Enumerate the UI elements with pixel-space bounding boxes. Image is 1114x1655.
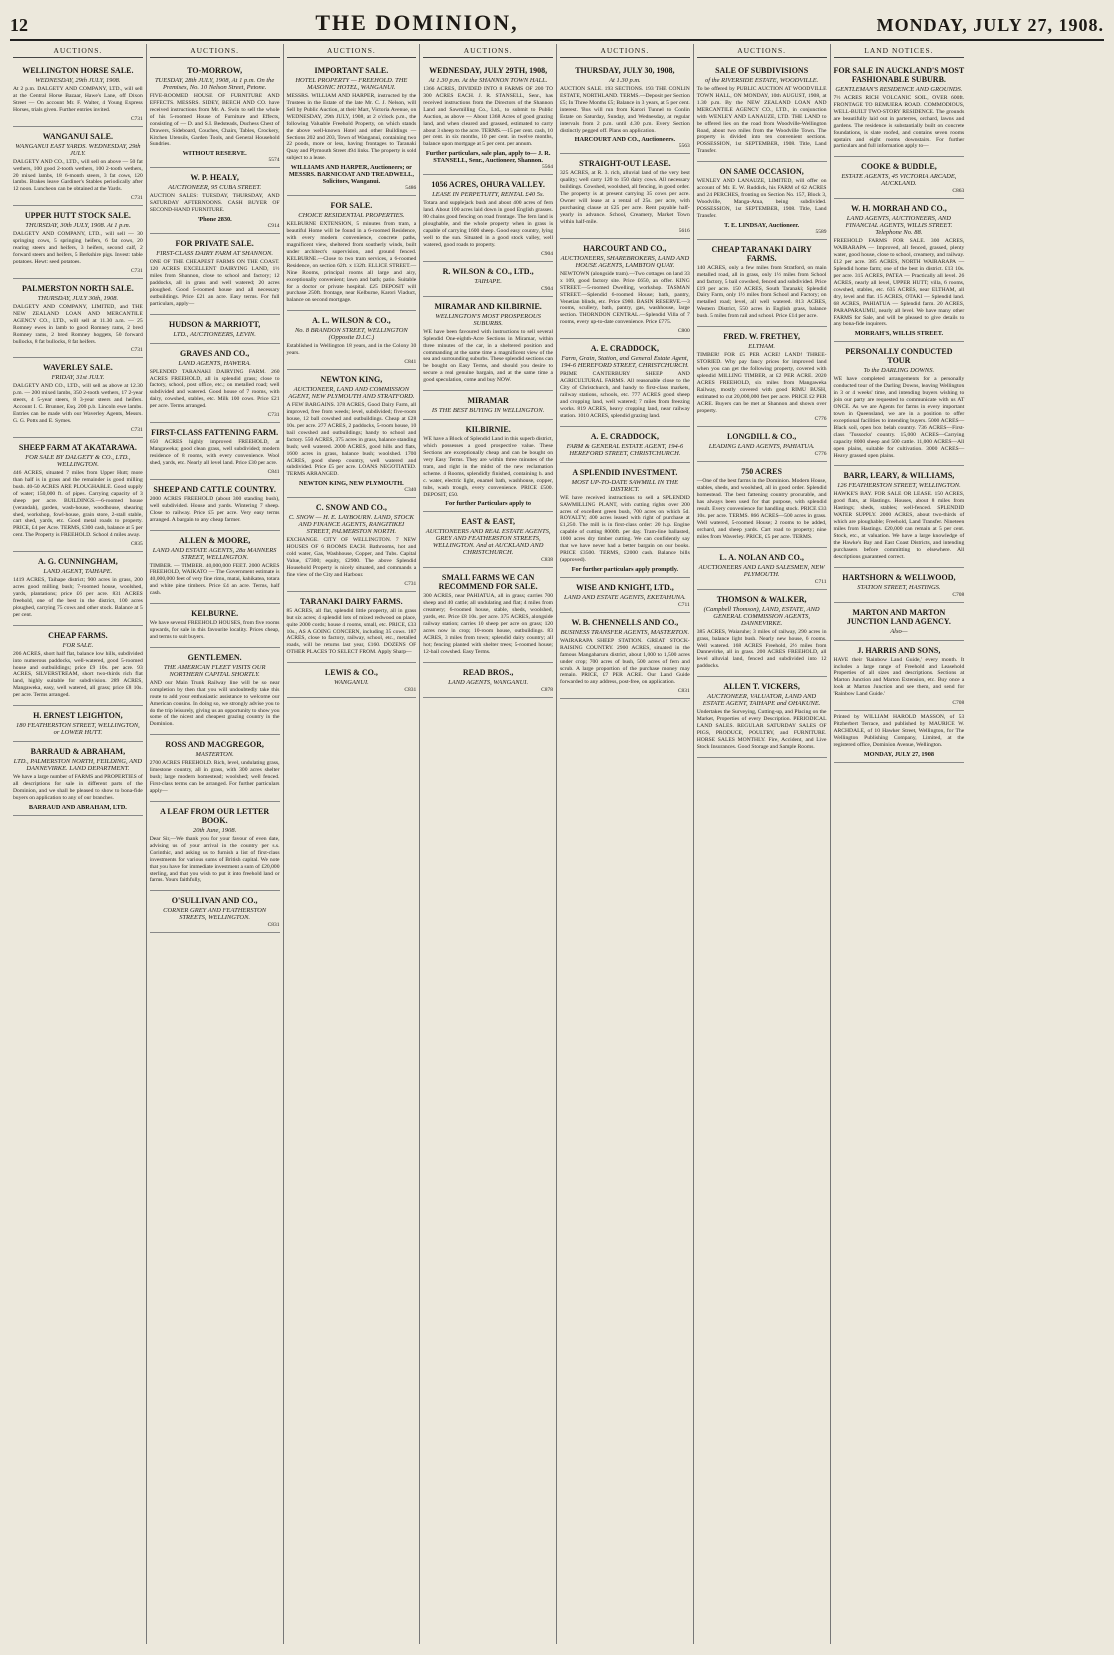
ad-title: A. E. CRADDOCK,	[590, 344, 659, 354]
ad-body: 140 ACRES, only a few miles from Stratford, on main metalled road, all in grass, only 1½ miles from School and factory, 5 bail cowshed, fenced and subdivided. Price £19 per acre. 150 ACRES, South Taranaki; Splendid Dairy Farm, only 1½ miles from School and Factory; on metalled road; level, all well watered. 813 ACRES, Western District, 550 acres in English grass, balance bush. 5 miles from rail and school. Price £14 per acre.	[696, 264, 827, 320]
ad-title: NEWTON KING,	[320, 375, 383, 385]
ad-subtitle: ELTHAM.	[748, 343, 776, 351]
advertisement	[834, 466, 965, 567]
advertisement	[13, 61, 143, 127]
ad-signature: 'Phone 2830.	[197, 216, 232, 224]
page-number: 12	[10, 15, 28, 35]
ad-code: C914	[267, 223, 280, 230]
ad-body: —One of the best farms in the Dominion. Modern House, stables, sheds, and woolshed, all in good order. Splendid homestead. The best fattening country procurable, and has always been used for that purpose, with splendid result. Every convenience for handling stock. PRICE £33 10s. per acre. TERMS. 866 ACRES—500 acres in grass. Well watered, 5-roomed House; 2 rooms to be added, orchard, and sheep yards. Cart road to property; nine miles from Waverley. PRICE, £5 per acre. TERMS.	[696, 478, 827, 540]
advertisement	[423, 420, 553, 512]
ad-subtitle: LAND AND ESTATE AGENTS, EKETAHUNA.	[564, 593, 686, 601]
ad-body: We have several FREEHOLD HOUSES, from five rooms upwards, for sale in this favourite locality. Prices cheap, and terms to suit buyers.	[149, 620, 280, 640]
column-6	[694, 44, 831, 1644]
issue-date: MONDAY, JULY 27, 1908.	[876, 15, 1104, 35]
ad-body: A FEW BARGAINS. 378 ACRES, Good Dairy Farm, all improved, free from weeds; level, subdivided; five-room house, 12 ball cowshed and outbuildings. Cheap at £28 10s. per acre. 277 ACRES, 2 paddocks, 5-room house, 10 bail cowshed and outbuildings; handy to school and factory. 550 ACRES, 375 acres in grass, balance standing bush; well watered. 2000 ACRES, good hills and flats, 1600 acres in grass, balance bush; woolshed. 1700 ACRES, good sheep country, well watered and subdivided. Price £5 per acre. LOANS NEGOTIATED. TERMS ARRANGED.	[286, 402, 417, 478]
ad-title: IMPORTANT SALE.	[314, 66, 389, 75]
ad-body: 206 ACRES, short half flat, balance low hills, subdivided into numerous paddocks, well-watered, good 5-roomed house and outbuildings; price £9 10s. per acre. 93 ACRES, SILVERSTREAM, short two-thirds rich flat land, highly suitable for subdivision. 289 ACRES, Mangaweka, easy, well watered, all grass; price £8 10s. per acre. Terms arranged.	[13, 650, 143, 699]
ad-title: PERSONALLY CONDUCTED TOUR	[845, 347, 953, 366]
ad-signature: WILLIAMS AND HARPER, Auctioneers; or MESSRS. BARNICOAT AND TREADWELL, Solicitors, Wanganui.	[288, 164, 414, 186]
ad-title: WELLINGTON HORSE SALE.	[22, 66, 134, 75]
ad-code: C776	[814, 416, 827, 423]
ad-subtitle: 180 FEATHERSTON STREET, WELLINGTON, or LOWER HUTT.	[15, 722, 140, 737]
ad-code: C800	[677, 328, 690, 335]
ad-signature: BARRAUD AND ABRAHAM, LTD.	[28, 803, 127, 811]
column-header: AUCTIONS.	[697, 44, 827, 58]
ad-body: To be offered by PUBLIC AUCTION AT WOODVILLE TOWN HALL, ON MONDAY, 10th AUGUST, 1908, at 1.30 p.m. By the NEW ZEALAND LOAN AND MERCANTILE AGENCY CO., LTD., in conjunction with WENLEY AND LANAUZE, LTD. THE LAND to be offered lies on the road from Woodville-Wellington Road, about two miles from the Woodville Town. The property is divided into ten convenient sections. POSSESSION, 1st SEPTEMBER, 1908. Title, Land Transfer.	[696, 86, 827, 155]
ad-body: HAVE their 'Rainbow Land Guide,' every month. It includes a large range of Freehold and Leasehold Properties of all sizes and descriptions. Sections at Marton Junction and Marton Extension, etc. Buy once a look at Marton Junction and see them, and send for 'Rainbow Land Guide.'	[833, 656, 965, 698]
ad-body: DALGETY AND CO., LTD., will sell as above at 12.30 p.m. — 200 mixed lambs, 350 2-tooth wethers, 17 2-year steers, 4 5-year steers, 8 3-year steers and heifers. Account I. C. Brunner, Esq. 200 p.b. Lincoln ewe lambs. Entries can be made with our Waverley Agents, Messrs. G. G. Potts and E. Symes.	[13, 383, 143, 425]
ad-body: HAWKE'S BAY. FOR SALE OR LEASE. 150 ACRES, good flats, at Hastings. Houses, about 8 miles from Hastings; sheds, stables; well-fenced. SPLENDID WATER SUPPLY. 2000 ACRES, about two-thirds of which are ploughable; Freehold, Land Transfer. Nineteen miles from Hastings. £20,000 can remain at 5 per cent. Stock, etc., at valuation. We have a large knowledge of the Hawke's Bay and East Coast Districts, and intending purchasers before committing to elsewhere. All descriptions guaranteed correct.	[833, 491, 965, 560]
advertisement	[150, 480, 280, 531]
ad-subtitle: AUCTIONEER, 95 CUBA STREET.	[168, 184, 262, 192]
ad-code: C340	[404, 487, 417, 494]
advertisement	[150, 423, 280, 480]
advertisement	[13, 127, 143, 207]
ad-title: KILBIRNIE.	[465, 425, 511, 435]
ad-subtitle: MOST UP-TO-DATE SAWMILL IN THE DISTRICT.	[571, 478, 679, 493]
ad-title: THOMSON & WALKER,	[716, 594, 807, 604]
advertisement	[697, 61, 827, 162]
ad-code: C711	[678, 601, 690, 608]
ad-title: FIRST-CLASS FATTENING FARM.	[151, 428, 279, 438]
ad-body: We have a large number of FARMS and PROPERTIES of all descriptions for sale in different parts of the Dominion, and we shall be pleased to show to bona-fide buyers on application to any of our branches.	[13, 774, 143, 801]
ad-title: SALE OF SUBDIVISIONS	[715, 66, 809, 75]
ad-code: C731	[130, 195, 143, 202]
ad-body: 300 ACRES, near PAHIATUA, all in grass; carries 700 sheep and 40 cattle; all undulating and flat; 4 miles from creamery; 6-roomed house, stable, sheds, woolshed, yards, etc. Price £8 10s. per acre. 375 ACRES, alongside railway station; carries 10 sheep per acre on grass; 120 acres now in crop; 10-room house, outbuildings. 83 ACRES, 3 miles from town; splendid dairy country; all hot; fencing planted with shelter trees; 5-roomed house; 12-bail cowshed. Easy Terms.	[423, 593, 553, 655]
ad-body: MESSRS. WILLIAM AND HARPER, instructed by the Trustees in the Estate of the late Mr. C. J. Nelson, will Sell by Public Auction, at their Mart, Victoria Avenue, on WEDNESDAY, 29th JULY, 1908, at 2 o'clock p.m., the following Valuable Freehold Property, on which stands the above well-known Hotel and other Buildings — Sections 202 and 203, Town of Wanganui, containing two 22 poods, more or less, having frontages to Taranaki Quay and Plymouth Street 494 links. The property is sold subject to a lease.	[286, 93, 417, 162]
advertisement	[423, 391, 553, 420]
advertisement	[834, 603, 965, 641]
ad-title: WAVERLEY SALE.	[42, 363, 113, 373]
advertisement	[697, 327, 827, 427]
advertisement	[150, 648, 280, 735]
advertisement	[150, 168, 280, 234]
advertisement	[560, 61, 690, 154]
ad-title: HARCOURT AND CO.,	[583, 243, 667, 253]
ad-signature: NEWTON KING, NEW PLYMOUTH.	[299, 480, 404, 488]
ad-body: 2000 ACRES FREEHOLD (about 300 standing bush), well subdivided. House and yards. Wintering 7 sheep. Close to railway. Price £5 per acre. Very easy terms arranged. A bargain to any cheap farmer.	[149, 495, 280, 523]
ad-title: TO-MORROW,	[187, 66, 243, 75]
ad-signature: WITHOUT RESERVE.	[182, 150, 247, 158]
ad-body: TIMBER. — TIMBER. 40,000,000 FEET. 2000 ACRES FREEHOLD, WAIKATO — The Government estimate is 40,000,000 feet of very fine rimu, matai, kahikatea, totara and white pine timbers. Price £4 an acre. Terms, half cash.	[149, 562, 280, 597]
ad-body: DALGETY AND CO., LTD., will sell on above — 50 fat wethers, 100 good 2-tooth wethers, 100 2-tooth wethers, 20 mixed lambs, 18 6-month steers, 3 fat cows, 120 lambs. Brakes leave Gardiner's Stables periodically after 12 noon. Luncheon can be obtained at the Yards.	[13, 158, 143, 193]
advertisement	[834, 641, 965, 712]
ad-subtitle: LTD., AUCTIONEERS, LEVIN.	[173, 330, 256, 338]
ad-subtitle: To the DARLING DOWNS.	[863, 367, 935, 375]
ad-title: MIRAMAR AND KILBIRNIE.	[434, 301, 542, 311]
ad-title: ON SAME OCCASION,	[719, 167, 804, 177]
ad-title: O'SULLIVAN AND CO.,	[171, 896, 258, 906]
ad-subtitle: HOTEL PROPERTY — FREEHOLD. THE MASONIC HOTEL, WANGANUI.	[295, 77, 408, 91]
advertisement	[423, 262, 553, 297]
ad-title: A LEAF FROM OUR LETTER BOOK.	[160, 806, 270, 825]
ad-title: W. B. CHENNELLS AND CO.,	[571, 617, 679, 627]
ad-subtitle: GENTLEMAN'S RESIDENCE AND GROUNDS.	[835, 86, 963, 93]
ad-subtitle: TAIHAPE.	[474, 277, 502, 285]
ad-subtitle: C. SNOW — H. E. LAYBOURN. LAND, STOCK AND FINANCE AGENTS, RANGITIKEI STREET, PALMERSTON NORTH.	[288, 514, 414, 536]
ad-code: C863	[952, 188, 965, 195]
ad-body: 2700 ACRES FREEHOLD. Rich, level, undulating grass, limestone country, all in grass, with 300 acres shelter bush; large modern homestead; woolshed; well fenced. First-class terms can be arranged. For further particulars apply—	[149, 760, 280, 795]
advertisement	[13, 206, 143, 279]
ad-code: C731	[404, 580, 417, 587]
ad-title: TARANAKI DAIRY FARMS.	[300, 596, 403, 606]
ad-body: 1366 ACRES, DIVIDED INTO 8 FARMS OF 200 TO 300 ACRES EACH. J. R. STANSELL, Senr., has received instructions from the Directors of the Shannon Land and Sawmilling Co., Ltd., to submit to Public Auction, as above — About 1368 Acres of good grazing land, and when cleared and grassed, estimated to carry about 3 sheep to the acre. TERMS.—15 per cent. cash, 10 per cent. in six months, 10 per cent. in twelve months, balance upon mortgage at 5 per cent. per annum.	[423, 86, 554, 148]
ad-subtitle: BUSINESS TRANSFER AGENTS, MASTERTON.	[560, 628, 690, 636]
ad-code: C708	[952, 700, 965, 707]
ad-body: At 2 p.m. DALGETY AND COMPANY, LTD., will sell at the Central Horse Bazaar, Hawe's Lane, off Dixon Street — On account Mr. F. Walter, 4 Young Express Horses, trials given. Further entries invited.	[13, 86, 143, 113]
ad-code: C776	[814, 451, 827, 458]
advertisement	[560, 613, 690, 699]
ad-subtitle: AUCTIONEERS AND LAND SALESMEN, NEW PLYMOUTH.	[698, 563, 825, 578]
ad-body: 7½ ACRES RICH VOLCANIC SOIL, OVER 600ft. FRONTAGE TO REMUERA ROAD. COMMODIOUS, WELL-BUILT TWO-STORY RESIDENCE. The grounds are beautifully laid out in parterres, orchard, lawns and gardens. The residence is substantially built on concrete foundations, is slate roofed, and contains seven rooms upstairs and eight rooms downstairs. For further particulars and full information apply to—	[833, 95, 965, 150]
advertisement	[834, 342, 965, 466]
ad-body: 1419 ACRES, Taihape district; 900 acres in grass, 200 acres good milling bush; 7-roomed house, woolshed, yards, plantations; price £6 per acre. 831 ACRES freehold, one of the best in the district, 100 acres ploughed, carrying 75 cows and other stock. Balance at 5 per cent.	[13, 577, 143, 618]
advertisement	[834, 199, 965, 342]
ad-body: SPLENDID TARANAKI DAIRYING FARM. 260 ACRES FREEHOLD, all in splendid grass; close to factory, school, post office, etc.; on metalled road; well subdivided and watered. Good house of 7 rooms, with dairy, cowshed, stables, etc. Milk 100 cows. Price £21 per acre. Terms arranged.	[149, 368, 280, 410]
ad-subtitle: THE AMERICAN FLEET VISITS OUR NORTHERN CAPITAL SHORTLY.	[163, 663, 266, 678]
ad-code: C904	[541, 285, 553, 292]
ad-title: HUDSON & MARRIOTT,	[169, 319, 261, 329]
ad-title: A SPLENDID INVESTMENT.	[572, 467, 678, 477]
ad-code: C835	[130, 541, 143, 548]
ad-body: WE have been favoured with instructions to sell several Splendid One-eighth-Acre Sections in Miramar, within three minutes of the car, in a sheltered position and commanding at the same time a magnificent view of the sea and surrounding suburbs. These splendid sections can be bought on Easy Terms, and should you desire to secure a real genuine bargain, and at the same time a good speculation, come and buy NOW.	[423, 328, 553, 384]
ad-signature: MORRAH'S, WILLIS STREET.	[854, 330, 944, 338]
advertisement	[13, 358, 143, 438]
ad-code: C711	[814, 578, 827, 585]
advertisement	[560, 239, 690, 339]
ad-title: STRAIGHT-OUT LEASE.	[579, 159, 671, 169]
advertisement	[423, 297, 553, 391]
ad-body: AUCTION SALES: TUESDAY, THURSDAY, AND SATURDAY AFTERNOONS. CASH BUYER OF SECOND-HAND FURNITURE.	[149, 193, 280, 214]
ad-title: FOR SALE IN AUCKLAND'S MOST FASHIONABLE SUBURB.	[833, 66, 965, 84]
advertisement	[560, 578, 690, 613]
advertisement	[697, 462, 827, 547]
ad-code: C831	[267, 922, 280, 929]
ad-subtitle: FARM & GENERAL ESTATE AGENT, 194-6 HEREFORD STREET, CHRISTCHURCH.	[566, 442, 684, 457]
ad-subtitle: WANGANUI.	[333, 679, 369, 687]
ad-body: 650 ACRES highly improved FREEHOLD, at Mangaweka; good clean grass, well subdivided; modern residence of 8 rooms, with every convenience. Wool shed, yards, etc. Nearly all level land. Price £30 per acre.	[149, 439, 280, 466]
ad-subtitle: AUCTIONEER, LAND AND COMMISSION AGENT, NEW PLYMOUTH AND STRATFORD.	[288, 386, 415, 401]
ad-subtitle: FOR SALE.	[62, 641, 94, 649]
ad-subtitle: Farm, Grain, Station, and General Estate Agent, 194-6 HEREFORD STREET, CHRISTCHURCH.	[560, 355, 689, 370]
ad-title: SMALL FARMS WE CAN RECOMMEND FOR SALE.	[438, 573, 538, 592]
ad-subtitle: LAND AGENT, TAIHAPE.	[43, 568, 113, 576]
ad-body: WENLEY AND LANAUZE, LIMITED, will offer on account of Mr. E. W. Ruddick, his FARM of 62 ACRES and 24 PERCHES, fronting on Section No. 157, Block 3, Woodville, Manga-Atua, being subdivided. POSSESSION, 1st SEPTEMBER, 1908. Title, Land Transfer.	[696, 178, 827, 219]
ad-subtitle: LTD., PALMERSTON NORTH, FEILDING, AND DANNEVIRKE. LAND DEPARTMENT.	[13, 758, 143, 773]
ad-code: C731	[130, 267, 143, 274]
ad-code: C731	[130, 347, 143, 354]
ad-code: 5616	[678, 227, 690, 234]
advertisement	[697, 590, 827, 678]
ad-code: C878	[541, 686, 553, 693]
advertisement	[697, 240, 827, 327]
advertisement	[287, 196, 417, 311]
advertisement	[834, 61, 965, 157]
advertisement	[13, 438, 143, 552]
column-5	[557, 44, 694, 1644]
advertisement	[697, 677, 827, 758]
ad-title: SHEEP AND CATTLE COUNTRY.	[153, 484, 276, 494]
ad-title: BARRAUD & ABRAHAM,	[30, 747, 126, 757]
ad-title: C. SNOW AND CO.,	[315, 503, 387, 513]
column-3	[284, 44, 421, 1644]
ad-title: A. E. CRADDOCK,	[590, 431, 659, 441]
ad-body: DALGETY AND COMPANY, LIMITED, and THE NEW ZEALAND LOAN AND MERCANTILE AGENCY CO., LTD., will sell at 11.30 a.m. — 25 Romney ewes in lamb to good Romney rams, 2 bred Romney rams, 2 bred Romney hoggets, 50 forward bullocks, 8 fat bullocks, 8 fat heifers.	[13, 303, 143, 345]
advertisement	[150, 604, 280, 648]
column-header: AUCTIONS.	[560, 44, 690, 58]
ad-title: MARTON AND MARTON JUNCTION LAND AGENCY.	[846, 607, 951, 626]
advertisement	[150, 802, 280, 891]
ad-code: 5563	[678, 143, 690, 150]
advertisement	[150, 891, 280, 933]
column-7	[831, 44, 968, 1644]
ad-body: FIVE-ROOMED HOUSE OF FURNITURE AND EFFECTS. MESSRS. SIDEY, BEECH AND CO. have received instructions from Mr. A. Swin to sell the whole of his 5-roomed House of Furniture and Effects, consisting of — D. and S.I. Bedsteads, Duchess Chest of Drawers, Sideboard, Couches, Chairs, Tables, Crockery, Kitchen Utensils, Garden Tools, and General Household Sundries.	[149, 93, 280, 148]
ad-subtitle: At 1.30 p.m. At the SHANNON TOWN HALL.	[428, 77, 548, 84]
advertisement	[150, 234, 280, 314]
ad-subtitle: LEASE IN PERPETUITY, RENTAL £40 5s.	[432, 191, 545, 199]
ad-title: ALLEN T. VICKERS,	[723, 682, 800, 692]
ad-subtitle: TUESDAY, 28th JULY, 1908, At 1 p.m. On the Premises, No. 10 Nelson Street, Petone.	[154, 77, 275, 91]
ad-subtitle: 126 FEATHERSTON STREET, WELLINGTON.	[836, 482, 961, 490]
ad-body: Undertakes the Surveying, Cutting-up, and Placing on the Market, Properties of every Description. PERIODICAL LAND SALES. REGULAR SATURDAY SALES OF PIGS, PRODUCE, POULTRY, and FURNITURE. HORSE SALES MONTHLY. Fire, Accident, and Live Stock Insurances. Good Storage and Sample Rooms.	[696, 709, 827, 750]
ad-subtitle: MASTERTON.	[195, 751, 234, 759]
ad-body: DALGETY AND COMPANY, LTD., will sell — 30 springing cows, 5 springing heifers, 6 fat cows, 20 rearing steers and heifers, 3 heifers, second calf, 2 forward steers and heifers, 5 Berkshire pigs. Invest: table potatoes. Hewt: seed potatoes.	[13, 231, 143, 265]
ad-title: 1056 ACRES, OHURA VALLEY.	[431, 180, 545, 190]
ad-subtitle: FOR SALE BY DALGETY & CO., LTD., WELLINGTON.	[25, 453, 131, 468]
advertisement	[13, 279, 143, 359]
ad-subtitle: LAND AGENTS, WANGANUI.	[448, 678, 529, 686]
ad-subtitle: STATION STREET, HASTINGS.	[857, 583, 941, 591]
ad-body: AUCTION SALE. 193 SECTIONS. 193 THE CONLIN ESTATE, NORTHLAND. TERMS.—Deposit per Section £5; In Three Months £5; Balance in 3 years, at 5 per cent. interest. 'Bus will run from Karori Tunnel to Conlin Estate on Saturday, Sunday, and Wednesday, at regular intervals from 2 p.m. until 4.30 p.m. Every Section distinctly pegged off. Plans on application.	[560, 86, 690, 134]
ad-code: C731	[130, 426, 143, 433]
ad-title: R. WILSON & CO., LTD.,	[442, 266, 534, 276]
ad-subtitle: CORNER GREY AND FEATHERSTON STREETS, WELLINGTON.	[163, 907, 267, 922]
ad-body: Totara and supplejack bush and about 400 acres of fern land. About 100 acres laid down in good English grasses. 80 chains good fencing on road frontage. The fern land is ploughable, and the whole property when in grass is capable of carrying 1600 sheep. Good easy country, lying well to the sun. Situated in a good stock valley, well watered, good roads to property.	[423, 200, 553, 248]
ad-subtitle: AUCTIONEERS AND REAL ESTATE AGENTS, GREY AND FEATHERSTON STREETS, WELLINGTON. And at AUCKLAND AND CHRISTCHURCH.	[425, 528, 551, 557]
ad-title: SHEEP FARM AT AKATARAWA.	[18, 442, 137, 452]
advertisement	[697, 427, 827, 462]
ad-title: GENTLEMEN.	[187, 652, 242, 662]
advertisement	[834, 157, 965, 199]
ad-title: READ BROS.,	[462, 667, 514, 677]
ad-title: BARR, LEARY, & WILLIAMS,	[843, 471, 955, 481]
ad-body: 446 ACRES, situated 7 miles from Upper Hutt; more than half is in grass and the remainder is good milling bush. 40-50 ACRES ARE PLOUGHABLE. Good supply of water; 150,000 ft. of pipes. Carrying capacity of 3 sheep per acre. BUILDINGS.—6-roomed house (verandah), garden, wash-house, woodhouse, shearing shed, workshop, fowl-house, grain store, 2-stall stable, cart shed, yards, etc. Good metal roads to property. PRICE, £4 per Acre. TERMS, £300 cash, balance at 5 per cent. The Property is FREEHOLD. School 4 miles away.	[13, 469, 143, 539]
advertisement	[13, 742, 143, 816]
advertisement	[287, 498, 417, 592]
ad-title: ROSS AND MACGREGOR,	[165, 740, 264, 750]
ad-code: C731	[130, 115, 143, 122]
ad-title: WEDNESDAY, JULY 29TH, 1908,	[429, 66, 548, 75]
ad-title: CHEAP FARMS.	[48, 630, 108, 640]
advertisement	[287, 61, 417, 196]
ad-title: ALLEN & MOORE,	[178, 535, 251, 545]
ad-code: C841	[404, 359, 417, 366]
column-1	[10, 44, 147, 1644]
ad-body: NEWTOWN (alongside tram).—Two cottages on land 33 x 109, good factory site. Price £650, an offer. KING STREET.—5-roomed Dwelling, workshop. TASMAN STREET.—Splendid 6-roomed House; bath, pantry, Venetian blinds, etc. Price £980. BASIN RESERVE.—3 rooms, scullery, bath, pantry, gas, washhouse, large section. THORNDON CENTRAL.—Splendid Villa of 7 rooms, every up-to-date convenience. Price £775.	[560, 270, 690, 326]
ad-signature: For further Particulars apply to	[445, 500, 532, 508]
ad-title: J. HARRIS AND SONS,	[857, 645, 941, 655]
ad-subtitle: of the RIVERSIDE ESTATE, WOODVILLE.	[704, 77, 819, 84]
ad-subtitle: (Campbell Thomson), LAND, ESTATE, AND GENERAL COMMISSION AGENTS, DANNEVIRKE.	[703, 605, 820, 627]
ad-title: FOR SALE.	[330, 201, 373, 211]
ad-body: WE have completed arrangements for a personally conducted tour of the Darling Downs, leaving Wellington in 3 or 4 weeks' time, and intending buyers wishing to join our party are requested to communicate with us AT ONCE. As we are Agents for farms in every important town in Queensland, we are in a position to offer exceptional facilities to intending buyers. 5000 ACRES—Black soil, open box belah country. 736 ACRES—First-class 'Tussocks' country. 15,000 ACRES—Carrying capacity 8000 sheep and 500 cattle. 11,000 ACRES—All open plains, suitable for cultivation. 3000 ACRES—Heavy grassed open plains.	[833, 376, 965, 459]
ad-subtitle: AUCTIONEERS, SHAREBROKERS, LAND AND HOUSE AGENTS, LAMBTON QUAY.	[560, 254, 690, 269]
ad-subtitle: 20th June, 1908.	[192, 826, 237, 834]
ad-subtitle: LEADING LAND AGENTS, PAHIATUA.	[708, 443, 815, 451]
advertisement	[423, 175, 553, 261]
ad-body: Dear Sir,—We thank you for your favour of even date, advising us of your arrival in the country per s.s. Corinthic, and asking us to furnish a list of first-class investments for various sums of British capital. We note that you have for immediate investment a sum of £20,000 sterling, and that you wish to put it into freehold land or farms. Yours faithfully,	[149, 835, 280, 884]
advertisement	[287, 663, 417, 698]
ad-title: MIRAMAR	[467, 396, 509, 406]
ad-subtitle: At 1.30 p.m.	[609, 77, 641, 84]
ad-title: H. ERNEST LEIGHTON,	[33, 711, 123, 721]
ad-title: CHEAP TARANAKI DAIRY FARMS.	[711, 244, 812, 263]
advertisement	[13, 552, 143, 626]
advertisement	[423, 512, 553, 568]
ad-code: C708	[952, 591, 965, 598]
ad-subtitle: LAND AGENTS, HAWERA.	[178, 359, 251, 367]
advertisement	[834, 568, 965, 603]
ad-title: UPPER HUTT STOCK SALE.	[24, 211, 131, 221]
ad-signature: T. E. LINDSAY, Auctioneer.	[724, 221, 800, 229]
ad-subtitle: AUCTIONEER, VALUATOR, LAND AND ESTATE AGENT, TAIHAPE and OHAKUNE.	[702, 693, 821, 708]
column-header: LAND NOTICES.	[834, 44, 965, 58]
ad-subtitle: THURSDAY, JULY 30th, 1908.	[37, 294, 119, 302]
advertisement	[13, 626, 143, 706]
ad-body: 385 ACRES, Waiaruhe; 3 miles of railway, 290 acres in grass, balance light bush. Nearly new house, 6 rooms. Well watered. 168 ACRES Freehold, 2½ miles from Dannevirke, all in grass. 200 ACRES FREEHOLD, all level alluvial land, fenced and subdivided into 12 paddocks.	[696, 628, 827, 670]
ad-code: C904	[541, 250, 553, 257]
ad-title: PALMERSTON NORTH SALE.	[22, 283, 134, 293]
column-2	[147, 44, 284, 1644]
advertisement	[697, 162, 827, 240]
ad-body: WAIRARAPA SHEEP STATION. GREAT STOCK-RAISING COUNTRY. 2900 ACRES, situated in the famous Mangaharuru district, about 1,000 to 1,500 acres under crop; 700 acres of bush, 500 acres of fern and scrub. A large proportion of the purchase money may remain. PRICE, £7 PER ACRE. Our Land Guide forwarded to any address, post-free, on application.	[560, 637, 690, 686]
advertisement	[423, 61, 553, 175]
ad-title: W. H. MORRAH AND CO.,	[851, 204, 947, 214]
ad-subtitle: IS THE BEST BUYING IN WELLINGTON.	[431, 407, 545, 415]
ad-subtitle: LAND AND ESTATE AGENTS, 28a MANNERS STREET, WELLINGTON.	[152, 546, 277, 561]
advertisement	[150, 61, 280, 168]
advertisement	[560, 339, 690, 426]
ad-subtitle: CHOICE RESIDENTIAL PROPERTIES.	[298, 212, 405, 220]
ad-body: EXCHANGE. CITY OF WELLINGTON. 7 NEW HOUSES OF 6 ROOMS EACH. Bathrooms, hot and cold water, Gas, Washhouse, Copper, and Tubs. Capital Value, £7300; equity, £2900. The above Splendid Household Property is nicely situated, and commands a fine view of the City and Harbour.	[286, 537, 417, 578]
column-header: AUCTIONS.	[13, 44, 143, 58]
ad-title: FRED. W. FRETHEY,	[723, 332, 801, 342]
ad-title: A. G. CUNNINGHAM,	[37, 557, 118, 567]
ad-title: LEWIS & CO.,	[324, 668, 378, 678]
ad-body: KELBURNE EXTENSION, 5 minutes from tram, a beautiful Home will be found in a 6-roomed Residence, with every modern convenience, concrete paths, magnificent view, sheltered from southerly winds, built under architect's supervision, and ground fenced. KELBURNE.—Close to two tram services, a 6-roomed Residence, on section 62ft. x 132ft. ELLICE STREET.—Nine Rooms, principal rooms all large and airy, exceptionally convenient; lawn and bath; patio. Suitable for a doctor or private hospital. £25 DEPOSIT will purchase 250ft. frontage, near Kelburne, Karori Viaduct, balance on second mortgage.	[286, 221, 417, 304]
advertisement	[287, 370, 417, 498]
imprint-text: Printed by WILLIAM HAROLD MASSON, of 53 Pitzherbert Terrace, and published by MAURICE W. ARCHDALE, of 10 Hawker Street, Wellington, for The Wellington Publishing Company, Limited, at the registered office, Dominion Avenue, Wellington.	[833, 714, 965, 748]
ad-subtitle: No. 8 BRANDON STREET, WELLINGTON (Opposite D.I.C.)	[294, 327, 408, 342]
column-header: AUCTIONS.	[150, 44, 280, 58]
ad-title: THURSDAY, JULY 30, 1908,	[575, 66, 675, 75]
paper-name: THE DOMINION,	[315, 10, 519, 35]
ad-title: 750 ACRES	[741, 467, 782, 477]
ad-body: TIMBER! FOR £5 PER ACRE! LAND! THREE-STORIED. Why pay fancy prices for improved land when you can get the following property, covered with splendid MILLING TIMBER, at £2 PER ACRE. 2020 ACRES FREEHOLD, six miles from Mangaweka Railway, mostly covered with good RIMU BUSH, estimated to cut 20,000,000 feet per acre. PRICE £2 PER ACRE. Buyers can be met at Shannon and shown over property.	[696, 352, 827, 414]
advertisement	[560, 427, 690, 463]
advertisement	[150, 735, 280, 802]
ad-code: C841	[267, 468, 280, 475]
advertisement	[560, 154, 690, 238]
ad-body: ONE OF THE CHEAPEST FARMS ON THE COAST. 120 ACRES EXCELLENT DAIRYING LAND, 1½ miles from Shannon, close to school and factory; 12 paddocks, all in grass and well watered; 20 acres ploughed. Good 5-roomed house and all necessary outbuildings. Price £21 an acre. Easy terms. For full particulars, apply—	[149, 259, 280, 307]
advertisement	[423, 663, 553, 698]
ad-title: KELBURNE.	[191, 609, 239, 619]
ad-title: FOR PRIVATE SALE.	[175, 239, 254, 249]
ad-subtitle: FIRST-CLASS DAIRY FARM AT SHANNON.	[156, 250, 273, 258]
column-header: AUCTIONS.	[287, 44, 417, 58]
ad-signature: For further particulars apply promptly.	[571, 565, 679, 573]
advertisement	[150, 344, 280, 424]
ad-title: GRAVES AND CO.,	[180, 348, 250, 358]
advertisement	[560, 463, 690, 578]
ad-body: WE have a Block of Splendid Land in this superb district, which possesses a good prospective value. These Sections are exceptionally cheap and can be bought on very Easy Terms. They are within three minutes of the tram, and right in the midst of the new reclamation scheme. 4 Rooms, splendidly finished, containing h. and c. water, electric light, enamel bath, washhouse, copper, tubs, wash trough, every convenience. PRICE £500. DEPOSIT, £50.	[423, 436, 553, 498]
ad-subtitle: WEDNESDAY, 29th JULY, 1908.	[35, 77, 121, 84]
advertisement	[150, 315, 280, 344]
ad-subtitle: LAND AGENTS, AUCTIONEERS, AND FINANCIAL AGENTS, WILLIS STREET. Telephone No. 88.	[845, 215, 953, 237]
column-container	[10, 44, 1104, 1644]
ad-code: 5564	[542, 164, 553, 171]
imprint-date: MONDAY, JULY 27, 1908	[863, 750, 935, 758]
ad-title: L. A. NOLAN AND CO.,	[719, 552, 804, 562]
ad-code: C831	[677, 688, 690, 695]
ad-body: PRIME CANTERBURY SHEEP AND AGRICULTURAL FARMS. All reasonable close to the City of Christchurch, and handy to first-class markets, railway stations, schools, etc. 777 ACRES good sheep and cropping land, well watered; 7 miles from freezing works. 819 ACRES, heavy cropping land, near railway station. 1010 ACRES, splendid grazing land.	[560, 371, 690, 419]
ad-title: LONGDILL & CO.,	[726, 432, 797, 442]
advertisement	[287, 592, 417, 663]
ad-title: A. L. WILSON & CO.,	[312, 316, 391, 326]
ad-subtitle: WANGANUI EAST YARDS. WEDNESDAY, 29th JULY.	[15, 142, 141, 157]
ad-title: HARTSHORN & WELLWOOD,	[842, 572, 956, 582]
ad-title: W. P. HEALY,	[190, 173, 239, 183]
ad-body: AND our Main Trunk Railway line will be so near completion by then that you will undoubtedly take this route to add your enthusiastic assistance to welcome our American cousins. In doing so, we strongly advise you to do the trip leisurely, giving us an opportunity to show you some of the nicest and cheapest grazing country in the Dominion.	[149, 679, 280, 728]
ad-body: 325 ACRES, at R. 3. rich, alluvial land of the very best quality; well carry 120 to 150 dairy cows. All necessary buildings. Cowshed, woolshed, all fencing, in good order. The property is at present carrying 35 cows per acre. Owner will lease at a rental of 25s. per acre, with purchasing clause at £25 per acre. Rent payable half-yearly in advance. School, Creamery, Market Town within half-mile.	[560, 170, 690, 225]
ad-signature: HARCOURT AND CO., Auctioneers.	[574, 136, 676, 144]
ad-title: WANGANUI SALE.	[42, 131, 113, 141]
ad-body: FREEHOLD FARMS FOR SALE. 300 ACRES, WAIRARAPA — Improved, all fenced, grassed, plenty water, good house, close to school, creamery, and railway. £12 per acre. 385 ACRES, NORTH WAIRARAPA — Splendid home farm; one of the best in district. £13 10s. per acre. 315 ACRES, PATEA — Practically all level. 26 ACRES, nearly all level, UPPER HUTT; villa, 6 rooms, cowshed, stables, etc. 635 ACRES, near ELTHAM, all dry, level and flat. 15 ACRES, OTAKI — Splendid land. 68 ACRES, PAHIATUA — Splendid farm. 20 ACRES, PARAPARAUMU, nearly all level. We have many other FARMS for Sale, and will be pleased to give details to any bona-fide inquirers.	[833, 238, 965, 328]
ad-body: Established in Wellington 18 years, and in the Colony 30 years.	[286, 343, 417, 357]
ad-subtitle: WELLINGTON'S MOST PROSPEROUS SUBURBS.	[435, 312, 541, 327]
ad-subtitle: ESTATE AGENTS, 45 VICTORIA ARCADE, AUCKLAND.	[841, 173, 957, 188]
advertisement	[423, 568, 553, 662]
ad-subtitle: Also—	[890, 627, 908, 635]
ad-signature: Further particulars, sale plan, apply to— J. R. STANSELL, Senr., Auctioneer, Shannon.	[425, 150, 551, 165]
ad-code: 5589	[815, 228, 827, 235]
masthead	[10, 6, 1104, 41]
ad-subtitle: THURSDAY, 30th JULY, 1908. At 1 p.m.	[25, 222, 131, 230]
advertisement	[150, 531, 280, 605]
ad-code: C731	[267, 412, 280, 419]
advertisement	[13, 706, 143, 742]
ad-title: WISE AND KNIGHT, LTD.,	[575, 582, 674, 592]
advertisement	[287, 311, 417, 370]
imprint	[834, 711, 965, 763]
ad-subtitle: FRIDAY, 31st JULY.	[51, 374, 105, 382]
ad-code: C831	[404, 687, 417, 694]
ad-body: 85 ACRES, all flat, splendid little property, all in grass but six acres; 4 splendid lots of mixed redwood on place, quite 2000 cords; house 4 rooms, small, etc. PRICE, £33 10s., AS A GOING CONCERN, including 35 cows. 187 ACRES, close to factory, railway, school, etc., metalled roads, will be returns last year, £160. DOZENS OF OTHER PLACES TO SELECT FROM. Apply Sharp—	[286, 607, 417, 656]
column-header: AUCTIONS.	[423, 44, 553, 58]
column-4	[420, 44, 557, 1644]
ad-body: WE have received instructions to sell a SPLENDID SAWMILLING PLANT, with cutting rights over 200 acres of excellent green bush, 700 acres on which 5d. ROYALTY; 400 acres leased with right of purchase at £1,250. The mill is in first-class order: 20 h.p. Engine capable of cutting 8000ft. per day. Tram-line ballasted, 1000 acres dry timber cutting. We can confidently say that we have never had a better bargain on our books. PRICE £3500. TERMS, £2000 cash. Balance bills (approved).	[560, 494, 690, 563]
advertisement	[697, 548, 827, 590]
ad-code: C838	[541, 557, 553, 564]
ad-code: 5574	[268, 157, 280, 164]
ad-title: COOKE & BUDDLE,	[860, 162, 937, 172]
ad-title: EAST & EAST,	[461, 517, 515, 527]
ad-code: 5486	[405, 185, 417, 192]
